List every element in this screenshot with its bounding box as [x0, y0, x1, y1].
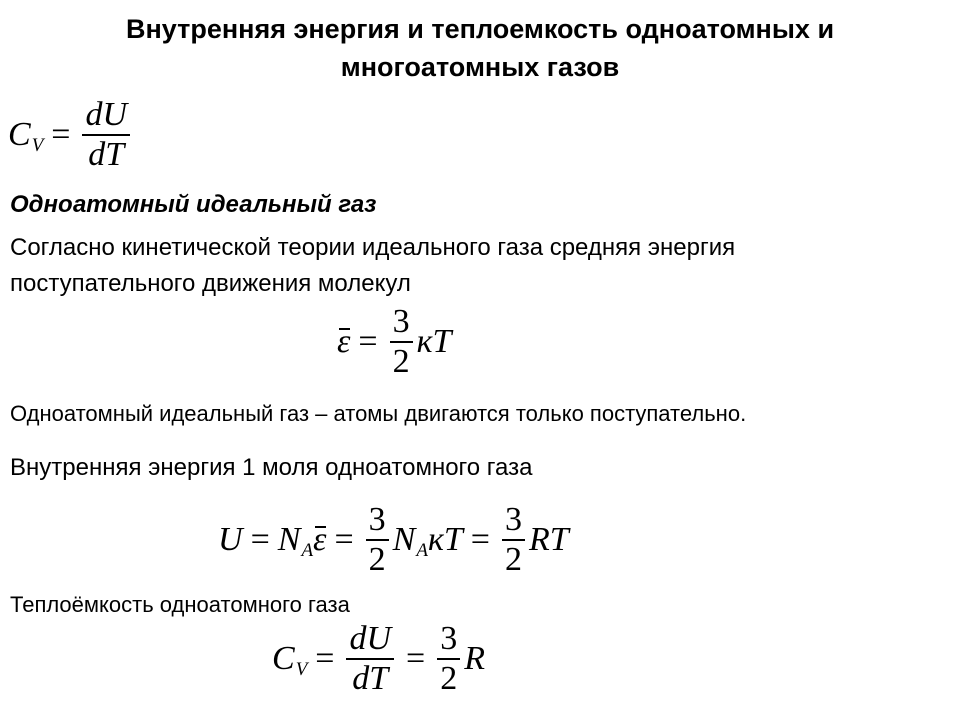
fraction-denominator: dT	[88, 136, 125, 173]
fraction-numerator: 3	[368, 501, 386, 538]
fraction-denominator: 2	[440, 660, 458, 697]
equals-sign: =	[315, 640, 335, 677]
cv-subscript: V	[295, 658, 308, 680]
fraction-numerator: 3	[504, 501, 522, 538]
sentence-internal-energy: Внутренняя энергия 1 моля одноатомного газа	[10, 454, 533, 481]
formula-cv-definition	[8, 98, 134, 172]
sentence-monatomic: Одноатомный идеальный газ – атомы двигаются только поступательно.	[10, 401, 747, 426]
equals-sign: =	[334, 521, 354, 558]
fraction-denominator: 2	[504, 541, 522, 578]
formula-heat-capacity	[272, 622, 485, 696]
fraction-three-halves	[390, 305, 413, 379]
avogadro-subscript: A	[416, 539, 428, 561]
page-title	[0, 10, 960, 86]
title-line-1: Внутренняя энергия и теплоемкость одноатомных и	[125, 14, 835, 44]
cv-subscript: V	[31, 134, 44, 156]
sentence-heat-capacity: Теплоёмкость одноатомного газа	[10, 592, 350, 617]
equals-sign: =	[250, 521, 270, 558]
rt-term: RT	[528, 521, 569, 558]
section-heading: Одноатомный идеальный газ	[10, 191, 377, 218]
mean-energy-symbol: ε	[313, 521, 327, 558]
fraction-numerator: dU	[85, 96, 128, 133]
fraction-du-dt	[82, 98, 130, 172]
fraction-denominator: 2	[368, 541, 386, 578]
fraction-numerator: 3	[440, 620, 458, 657]
fraction-numerator: 3	[392, 303, 410, 340]
paragraph-kinetic-line-2: поступательного движения молекул	[10, 270, 411, 297]
formula-internal-energy	[218, 503, 569, 577]
equals-sign: =	[358, 323, 378, 360]
kt-term: кT	[416, 323, 452, 360]
title-line-2: многоатомных газов	[340, 52, 620, 82]
fraction-denominator: dT	[352, 660, 389, 697]
cv-symbol: C	[8, 116, 31, 153]
avogadro-symbol: N	[392, 521, 416, 558]
paragraph-kinetic-line-1: Согласно кинетической теории идеального газа средняя энергия	[10, 234, 736, 261]
equals-sign: =	[470, 521, 490, 558]
avogadro-subscript: A	[301, 539, 314, 561]
equals-sign: =	[51, 116, 71, 153]
u-symbol: U	[218, 521, 243, 558]
cv-symbol: C	[272, 640, 295, 677]
kt-term: кT	[427, 521, 463, 558]
fraction-three-halves	[437, 622, 460, 696]
fraction-three-halves	[502, 503, 525, 577]
mean-energy-symbol: ε	[337, 323, 351, 360]
equals-sign: =	[406, 640, 426, 677]
fraction-denominator: 2	[392, 343, 410, 380]
formula-mean-energy	[337, 305, 451, 379]
fraction-three-halves	[366, 503, 389, 577]
fraction-du-dt	[346, 622, 394, 696]
r-symbol: R	[464, 640, 486, 677]
fraction-numerator: dU	[349, 620, 392, 657]
avogadro-symbol: N	[277, 521, 301, 558]
